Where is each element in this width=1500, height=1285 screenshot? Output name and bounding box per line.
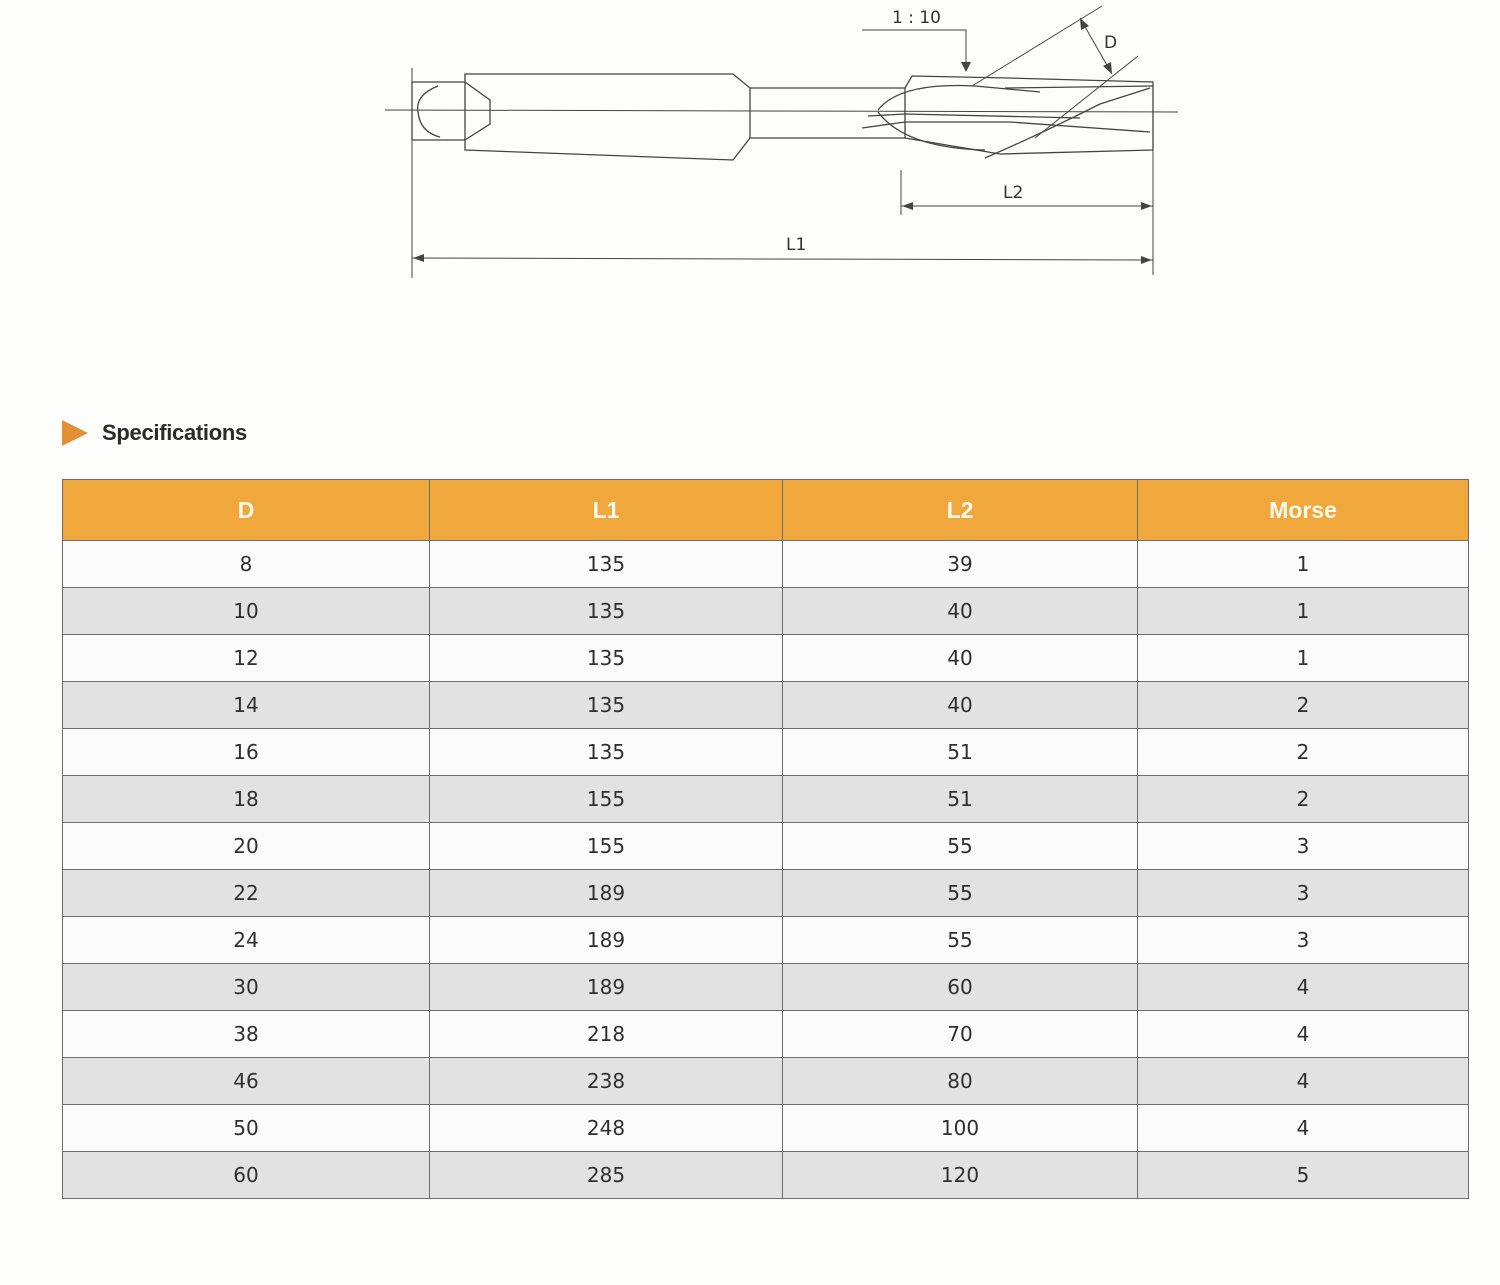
cell-d: 16 (63, 729, 430, 776)
cell-morse: 2 (1138, 776, 1469, 823)
cell-morse: 4 (1138, 1011, 1469, 1058)
cell-l1: 189 (430, 870, 783, 917)
cell-d: 24 (63, 917, 430, 964)
table-row (63, 729, 1469, 776)
cell-l2: 70 (783, 1011, 1138, 1058)
cell-l2: 40 (783, 588, 1138, 635)
cell-d: 10 (63, 588, 430, 635)
cell-morse: 3 (1138, 917, 1469, 964)
table-row (63, 1152, 1469, 1199)
l2-label: L2 (1003, 183, 1024, 203)
l1-label: L1 (786, 235, 807, 255)
table-row (63, 870, 1469, 917)
table-row (63, 823, 1469, 870)
cell-l2: 55 (783, 917, 1138, 964)
header-d: D (63, 480, 430, 541)
table-header-row (63, 480, 1469, 541)
table-row (63, 588, 1469, 635)
taper-shank (465, 74, 750, 160)
table-row (63, 635, 1469, 682)
cell-morse: 3 (1138, 823, 1469, 870)
centerline (385, 110, 1178, 112)
cell-d: 14 (63, 682, 430, 729)
cell-l2: 120 (783, 1152, 1138, 1199)
specifications-table (62, 479, 1469, 1199)
cell-l2: 51 (783, 776, 1138, 823)
cell-l2: 80 (783, 1058, 1138, 1105)
table-row (63, 541, 1469, 588)
cell-l1: 218 (430, 1011, 783, 1058)
cell-d: 50 (63, 1105, 430, 1152)
diameter-label: D (1104, 33, 1118, 53)
cell-d: 38 (63, 1011, 430, 1058)
triangle-bullet-icon (62, 420, 88, 446)
cell-l1: 135 (430, 729, 783, 776)
cell-morse: 1 (1138, 635, 1469, 682)
cell-l1: 238 (430, 1058, 783, 1105)
section-header (62, 420, 247, 446)
table-row (63, 682, 1469, 729)
tool-drawing (0, 0, 1500, 300)
cell-l1: 135 (430, 541, 783, 588)
cell-l2: 55 (783, 870, 1138, 917)
cell-l1: 189 (430, 917, 783, 964)
cell-l2: 100 (783, 1105, 1138, 1152)
header-morse: Morse (1138, 480, 1469, 541)
table-row (63, 1011, 1469, 1058)
cell-morse: 2 (1138, 682, 1469, 729)
neck (750, 88, 905, 138)
cell-l1: 135 (430, 588, 783, 635)
cell-morse: 4 (1138, 1105, 1469, 1152)
cell-morse: 4 (1138, 964, 1469, 1011)
cell-l1: 285 (430, 1152, 783, 1199)
cell-l2: 60 (783, 964, 1138, 1011)
cell-l2: 40 (783, 635, 1138, 682)
cell-d: 46 (63, 1058, 430, 1105)
cell-l2: 51 (783, 729, 1138, 776)
table-row (63, 1058, 1469, 1105)
table-row (63, 964, 1469, 1011)
cell-d: 20 (63, 823, 430, 870)
cell-l1: 135 (430, 635, 783, 682)
cell-morse: 5 (1138, 1152, 1469, 1199)
cell-l1: 155 (430, 823, 783, 870)
cell-morse: 4 (1138, 1058, 1469, 1105)
header-l2: L2 (783, 480, 1138, 541)
cell-d: 18 (63, 776, 430, 823)
cell-l2: 39 (783, 541, 1138, 588)
section-title: Specifications (102, 420, 247, 445)
taper-label: 1 : 10 (892, 8, 941, 28)
cell-morse: 3 (1138, 870, 1469, 917)
cell-l1: 155 (430, 776, 783, 823)
table-row (63, 776, 1469, 823)
cell-l2: 55 (783, 823, 1138, 870)
cell-l1: 135 (430, 682, 783, 729)
cell-morse: 1 (1138, 541, 1469, 588)
table-row (63, 1105, 1469, 1152)
cell-morse: 1 (1138, 588, 1469, 635)
cell-l1: 248 (430, 1105, 783, 1152)
cell-d: 8 (63, 541, 430, 588)
header-l1: L1 (430, 480, 783, 541)
cell-d: 30 (63, 964, 430, 1011)
cell-d: 12 (63, 635, 430, 682)
tang (412, 82, 490, 140)
cell-l2: 40 (783, 682, 1138, 729)
table-row (63, 917, 1469, 964)
cell-l1: 189 (430, 964, 783, 1011)
cell-d: 22 (63, 870, 430, 917)
cell-d: 60 (63, 1152, 430, 1199)
cell-morse: 2 (1138, 729, 1469, 776)
